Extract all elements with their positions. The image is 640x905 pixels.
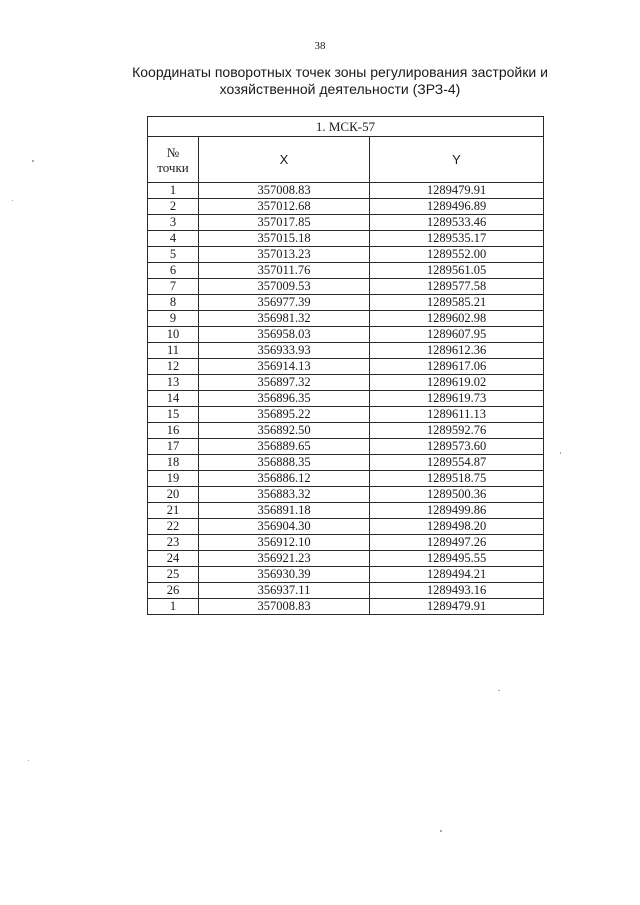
document-title-line-2: хозяйственной деятельности (ЗРЗ-4) [219,81,461,97]
cell-x: 356897.32 [199,375,370,391]
cell-x: 357009.53 [199,279,370,295]
table-row [148,567,544,583]
table-row [148,439,544,455]
table-row [148,231,544,247]
cell-y: 1289535.17 [370,231,544,247]
cell-x: 357017.85 [199,215,370,231]
cell-x: 356896.35 [199,391,370,407]
table-row [148,311,544,327]
cell-point-number: 7 [148,279,199,295]
cell-y: 1289493.16 [370,583,544,599]
cell-y: 1289619.73 [370,391,544,407]
cell-point-number: 8 [148,295,199,311]
scan-speck [28,760,29,761]
table-row [148,423,544,439]
cell-y: 1289602.98 [370,311,544,327]
table-row [148,583,544,599]
cell-x: 356895.22 [199,407,370,423]
cell-point-number: 11 [148,343,199,359]
cell-x: 357008.83 [199,599,370,615]
cell-y: 1289494.21 [370,567,544,583]
table-row [148,471,544,487]
coordinates-table [147,116,544,615]
cell-y: 1289611.13 [370,407,544,423]
table-header-row [148,137,544,183]
cell-x: 356886.12 [199,471,370,487]
table-row [148,343,544,359]
table-row [148,215,544,231]
cell-y: 1289617.06 [370,359,544,375]
cell-y: 1289573.60 [370,439,544,455]
cell-point-number: 12 [148,359,199,375]
page-number: 38 [314,40,326,52]
cell-x: 357011.76 [199,263,370,279]
table-row [148,407,544,423]
cell-y: 1289619.02 [370,375,544,391]
cell-y: 1289497.26 [370,535,544,551]
table-row [148,455,544,471]
cell-point-number: 1 [148,183,199,199]
cell-x: 356977.39 [199,295,370,311]
cell-point-number: 26 [148,583,199,599]
cell-point-number: 20 [148,487,199,503]
cell-x: 357008.83 [199,183,370,199]
cell-point-number: 23 [148,535,199,551]
cell-x: 356892.50 [199,423,370,439]
cell-y: 1289479.91 [370,183,544,199]
cell-point-number: 13 [148,375,199,391]
cell-x: 356914.13 [199,359,370,375]
table-row [148,199,544,215]
cell-y: 1289612.36 [370,343,544,359]
cell-y: 1289554.87 [370,455,544,471]
cell-y: 1289552.00 [370,247,544,263]
cell-x: 356981.32 [199,311,370,327]
cell-x: 356921.23 [199,551,370,567]
table-row [148,551,544,567]
cell-x: 357013.23 [199,247,370,263]
table-row [148,183,544,199]
scan-speck [498,690,500,691]
table-row [148,487,544,503]
cell-point-number: 4 [148,231,199,247]
cell-y: 1289479.91 [370,599,544,615]
table-row [148,263,544,279]
cell-x: 356958.03 [199,327,370,343]
coordinate-system-row [148,117,544,137]
cell-point-number: 5 [148,247,199,263]
document-title-line-1: Координаты поворотных точек зоны регулирования застройки и [132,64,548,80]
cell-x: 356930.39 [199,567,370,583]
cell-y: 1289577.58 [370,279,544,295]
table-row [148,327,544,343]
cell-x: 356888.35 [199,455,370,471]
cell-y: 1289533.46 [370,215,544,231]
coordinate-system-label: 1. МСК-57 [148,117,544,137]
table-row [148,279,544,295]
scan-speck [440,830,442,832]
header-point-number: № точки [148,137,199,183]
cell-point-number: 14 [148,391,199,407]
cell-x: 356912.10 [199,535,370,551]
cell-x: 356883.32 [199,487,370,503]
cell-point-number: 25 [148,567,199,583]
cell-x: 356904.30 [199,519,370,535]
cell-x: 356891.18 [199,503,370,519]
scan-speck [560,452,561,454]
header-y: Y [370,137,544,183]
cell-point-number: 24 [148,551,199,567]
cell-point-number: 22 [148,519,199,535]
scan-speck [32,160,34,162]
table-row [148,599,544,615]
cell-x: 356937.11 [199,583,370,599]
cell-point-number: 16 [148,423,199,439]
cell-point-number: 1 [148,599,199,615]
table-row [148,535,544,551]
table-row [148,247,544,263]
cell-y: 1289607.95 [370,327,544,343]
cell-x: 356889.65 [199,439,370,455]
cell-y: 1289495.55 [370,551,544,567]
table-row [148,503,544,519]
cell-point-number: 17 [148,439,199,455]
cell-y: 1289498.20 [370,519,544,535]
cell-y: 1289518.75 [370,471,544,487]
cell-point-number: 19 [148,471,199,487]
table-body [148,183,544,615]
header-x: X [199,137,370,183]
cell-y: 1289585.21 [370,295,544,311]
document-title [130,64,550,98]
cell-point-number: 3 [148,215,199,231]
cell-point-number: 18 [148,455,199,471]
cell-y: 1289592.76 [370,423,544,439]
cell-y: 1289499.86 [370,503,544,519]
cell-x: 357012.68 [199,199,370,215]
scan-speck [12,200,13,201]
cell-point-number: 6 [148,263,199,279]
cell-y: 1289496.89 [370,199,544,215]
table-row [148,295,544,311]
cell-y: 1289561.05 [370,263,544,279]
table-row [148,359,544,375]
table-row [148,375,544,391]
cell-point-number: 2 [148,199,199,215]
cell-x: 357015.18 [199,231,370,247]
table-row [148,391,544,407]
cell-point-number: 15 [148,407,199,423]
cell-y: 1289500.36 [370,487,544,503]
cell-x: 356933.93 [199,343,370,359]
cell-point-number: 21 [148,503,199,519]
table-row [148,519,544,535]
cell-point-number: 10 [148,327,199,343]
cell-point-number: 9 [148,311,199,327]
